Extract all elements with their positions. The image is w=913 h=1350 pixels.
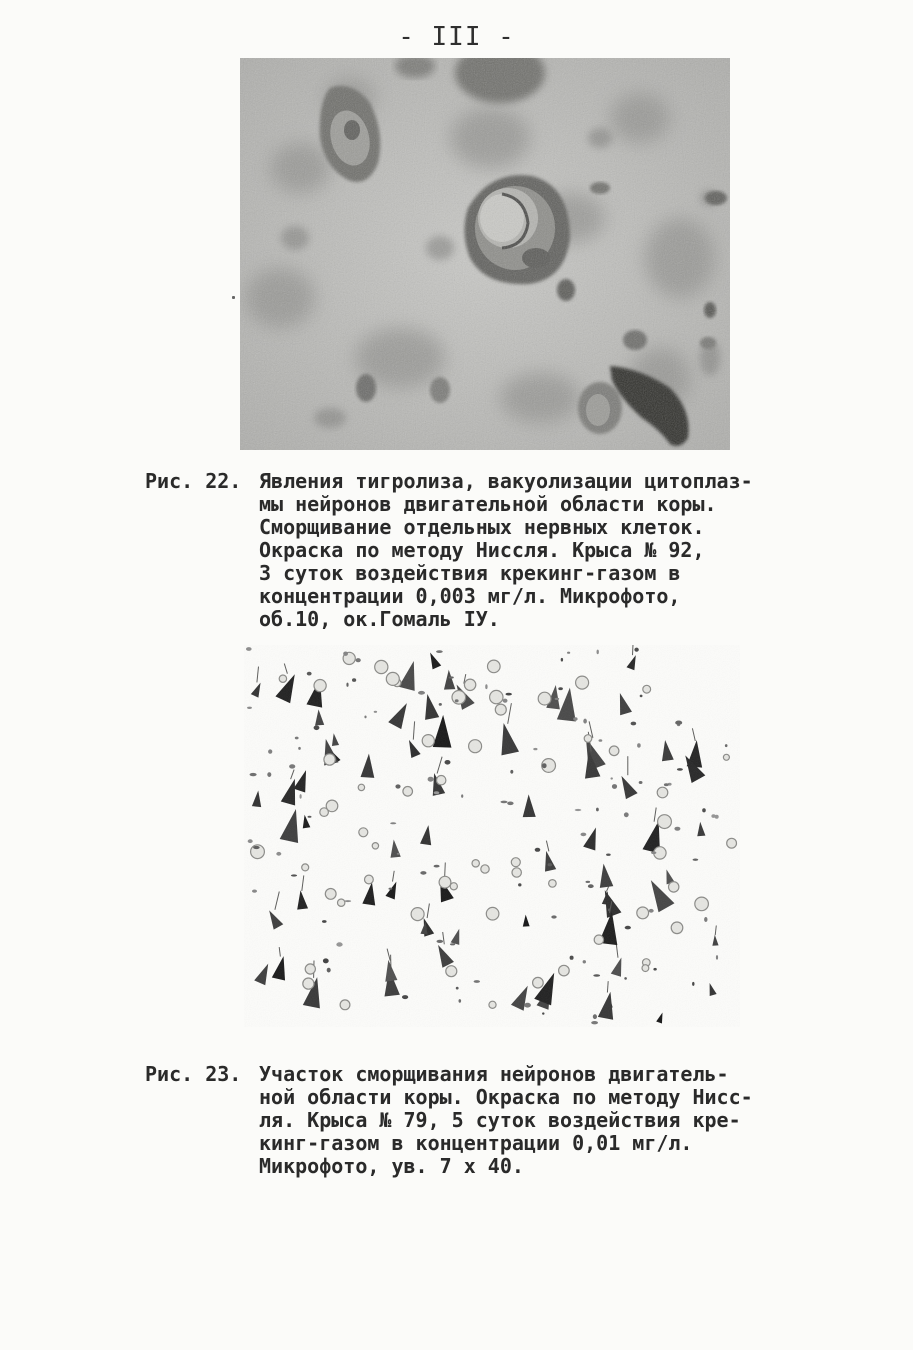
figure-23-label: Рис. 23.: [145, 1062, 242, 1086]
caption-line: Явления тигролиза, вакуолизации цитоплаз-: [259, 469, 753, 493]
caption-line: об.10, ок.Гомаль IУ.: [259, 607, 500, 631]
caption-line: Сморщивание отдельных нервных клеток.: [259, 515, 705, 539]
caption-line: ля. Крыса № 79, 5 суток воздействия кре-: [259, 1108, 741, 1132]
scan-artifact: [232, 296, 235, 299]
caption-line: Окраска по методу Ниссля. Крыса № 92,: [259, 538, 705, 562]
micrograph-figure-22: [240, 58, 730, 450]
figure-23-caption-text: [259, 1063, 779, 1178]
figure-22-caption: [145, 469, 785, 631]
caption-line: концентрации 0,003 мг/л. Микрофото,: [259, 584, 681, 608]
caption-line: ной области коры. Окраска по методу Нисс-: [259, 1085, 753, 1109]
caption-line: 3 суток воздействия крекинг-газом в: [259, 561, 681, 585]
figure-23-caption: [145, 1063, 785, 1183]
figure-22-caption-text: [259, 470, 779, 631]
micrograph-figure-23: [244, 645, 740, 1027]
figure-22-label: Рис. 22.: [145, 469, 242, 493]
micrograph-23-image: [244, 645, 740, 1027]
caption-line: мы нейронов двигательной области коры.: [259, 492, 717, 516]
caption-line: кинг-газом в концентрации 0,01 мг/л.: [259, 1131, 693, 1155]
micrograph-22-image: [240, 58, 730, 450]
page-number: - III -: [398, 22, 515, 52]
caption-line: Участок сморщивания нейронов двигатель-: [259, 1062, 729, 1086]
caption-line: Микрофото, ув. 7 х 40.: [259, 1154, 524, 1178]
